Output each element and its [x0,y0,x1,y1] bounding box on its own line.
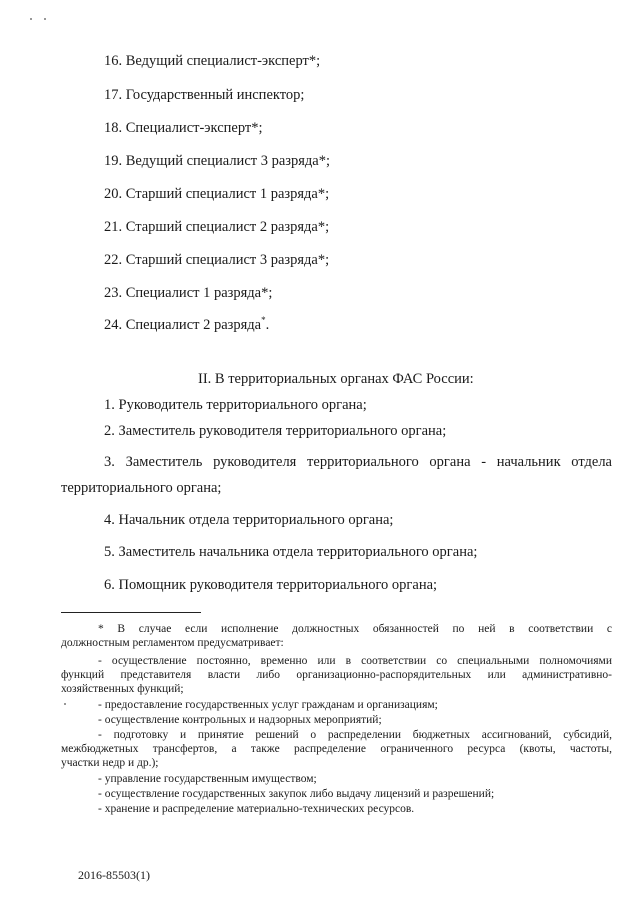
list-item: 2. Заместитель руководителя территориального органа; [104,423,447,439]
list-item-24 [104,316,269,334]
list-item: 6. Помощник руководителя территориального органа; [104,577,438,593]
list-item: 5. Заместитель начальника отдела территориального органа; [104,544,478,560]
footnote-line: должностным регламентом предусматривает: [61,637,284,649]
footnote-line: участки недр и др.); [61,757,159,769]
document-number: 2016-85503(1) [78,868,150,882]
footnote-line: * В случае если исполнение должностных обязанностей по ней в соответствии с [98,623,612,635]
footnote-line: - осуществление постоянно, временно или в соответствии со специальными полномочиями [98,655,612,667]
list-item: 4. Начальник отдела территориального органа; [104,512,394,528]
scan-speck [64,703,66,705]
footnote-separator [61,612,201,613]
list-item: 22. Старший специалист 3 разряда*; [104,252,330,268]
list-item: 1. Руководитель территориального органа; [104,397,367,413]
list-item: 19. Ведущий специалист 3 разряда*; [104,153,331,169]
footnote-line: функций представителя власти либо организационно-распорядительных или административно- [61,669,612,681]
scan-speck [30,18,32,20]
footnote-line: межбюджетных трансфертов, а также распределение ограниченного ресурса (квоты, частоты, [61,743,612,755]
footnote-marker: * [261,315,266,326]
list-item: 18. Специалист-эксперт*; [104,120,263,136]
list-item: 16. Ведущий специалист-эксперт*; [104,53,321,69]
footnote-line: - управление государственным имуществом; [98,773,317,785]
list-item-24-end: . [265,317,270,333]
footnote-line: хозяйственных функций; [61,683,184,695]
section-heading: II. В территориальных органах ФАС России: [198,371,474,387]
list-item: 17. Государственный инспектор; [104,87,305,103]
footnote-line: - хранение и распределение материально-технических ресурсов. [98,803,415,815]
list-item: 20. Старший специалист 1 разряда*; [104,186,330,202]
scan-speck [44,18,46,20]
list-item-3-line2: территориального органа; [61,480,222,496]
list-item: 21. Старший специалист 2 разряда*; [104,219,330,235]
footnote-line: - осуществление контрольных и надзорных мероприятий; [98,714,382,726]
footnote-line: - подготовку и принятие решений о распределении бюджетных ассигнований, субсидий, [98,729,612,741]
list-item: 23. Специалист 1 разряда*; [104,285,273,301]
footnote-line: - предоставление государственных услуг гражданам и организациям; [98,699,438,711]
footnote-line: - осуществление государственных закупок либо выдачу лицензий и разрешений; [98,788,495,800]
list-item-24-text: 24. Специалист 2 разряда [104,317,262,333]
list-item-3-line1: 3. Заместитель руководителя территориального органа - начальник отдела [104,454,612,470]
